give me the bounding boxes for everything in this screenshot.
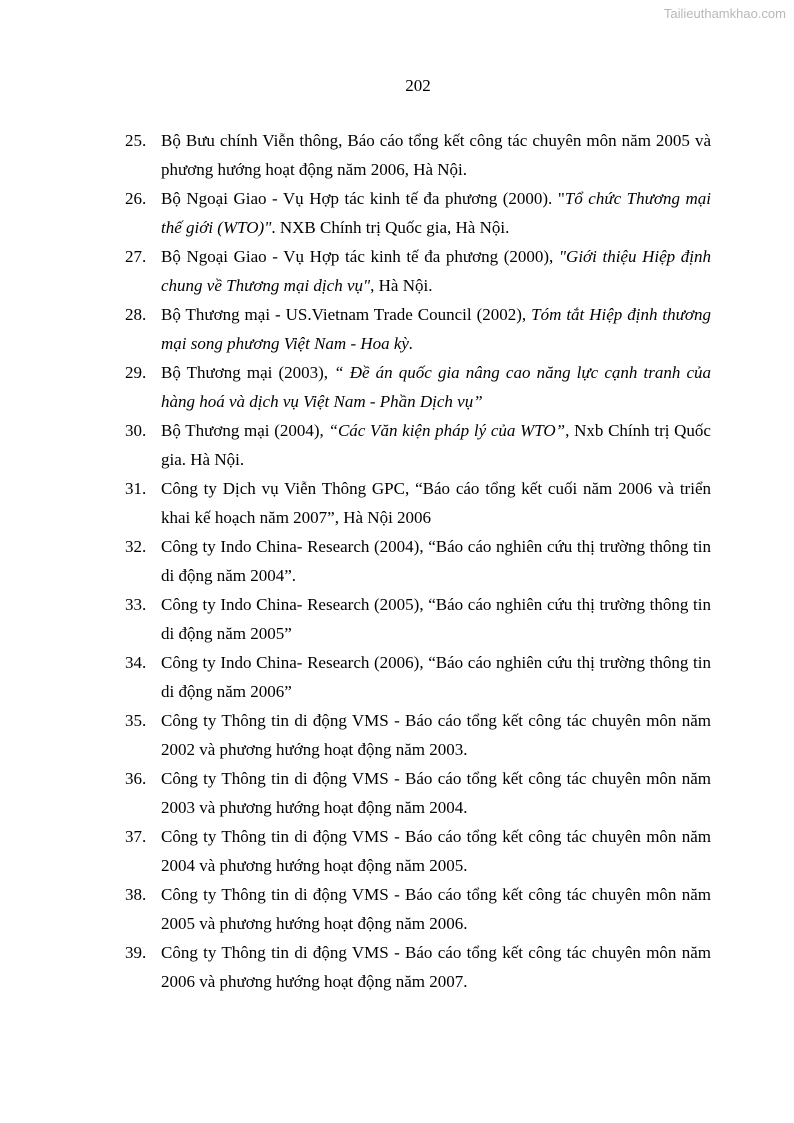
reference-list bbox=[125, 126, 711, 996]
reference-item bbox=[125, 880, 711, 938]
reference-item bbox=[125, 474, 711, 532]
reference-text-part: Bộ Thương mại (2004), bbox=[161, 421, 329, 440]
reference-title-italic: Tóm tắt Hiệp định thương mại song phương Việt Nam - Hoa kỳ. bbox=[161, 305, 711, 353]
reference-text bbox=[161, 880, 711, 938]
reference-text bbox=[161, 532, 711, 590]
reference-text-part: Công ty Thông tin di động VMS - Báo cáo tổng kết công tác chuyên môn năm 2004 và phương hướng hoạt động năm 2005. bbox=[161, 827, 711, 875]
reference-number: 38. bbox=[125, 885, 147, 904]
reference-item bbox=[125, 358, 711, 416]
reference-text-part: Công ty Thông tin di động VMS - Báo cáo tổng kết công tác chuyên môn năm 2003 và phương hướng hoạt động năm 2004. bbox=[161, 769, 711, 817]
reference-number: 36. bbox=[125, 769, 147, 788]
reference-text-part: . NXB Chính trị Quốc gia, Hà Nội. bbox=[271, 218, 510, 237]
reference-item bbox=[125, 532, 711, 590]
reference-item bbox=[125, 126, 711, 184]
reference-text bbox=[161, 126, 711, 184]
reference-number: 33. bbox=[125, 595, 147, 614]
page-number: 202 bbox=[405, 76, 431, 95]
reference-title-italic: “Các Văn kiện pháp lý của WTO” bbox=[328, 421, 566, 440]
reference-item bbox=[125, 822, 711, 880]
reference-item bbox=[125, 416, 711, 474]
reference-title-italic: Tổ chức Thương mại thế giới (WTO)" bbox=[161, 189, 711, 237]
reference-text-part: Công ty Thông tin di động VMS - Báo cáo tổng kết công tác chuyên môn năm 2005 và phương hướng hoạt động năm 2006. bbox=[161, 885, 711, 933]
reference-number: 37. bbox=[125, 827, 147, 846]
reference-text-part: Công ty Indo China- Research (2005), “Báo cáo nghiên cứu thị trường thông tin di động năm 2005” bbox=[161, 595, 711, 643]
reference-text bbox=[161, 938, 711, 996]
reference-number: 34. bbox=[125, 653, 147, 672]
reference-text bbox=[161, 242, 711, 300]
reference-number: 39. bbox=[125, 943, 147, 962]
reference-title-italic: “ Đề án quốc gia nâng cao năng lực cạnh tranh của hàng hoá và dịch vụ Việt Nam - Phần Dịch vụ” bbox=[161, 363, 712, 411]
reference-item bbox=[125, 590, 711, 648]
reference-text bbox=[161, 300, 711, 358]
reference-text bbox=[161, 358, 711, 416]
reference-text-part: Bộ Thương mại - US.Vietnam Trade Council (2002), bbox=[161, 305, 532, 324]
reference-item bbox=[125, 938, 711, 996]
reference-text bbox=[161, 474, 711, 532]
reference-text-part: Bộ Ngoại Giao - Vụ Hợp tác kinh tế đa phương (2000), bbox=[161, 247, 559, 266]
reference-text-part: , Nxb Chính trị Quốc gia. Hà Nội. bbox=[161, 421, 711, 469]
reference-text-part: Bộ Thương mại (2003), bbox=[161, 363, 335, 382]
reference-item bbox=[125, 184, 711, 242]
reference-text-part: Bộ Bưu chính Viễn thông, Báo cáo tổng kết công tác chuyên môn năm 2005 và phương hướng hoạt động năm 2006, Hà Nội. bbox=[161, 131, 711, 179]
reference-text bbox=[161, 184, 711, 242]
reference-text-part: Công ty Thông tin di động VMS - Báo cáo tổng kết công tác chuyên môn năm 2006 và phương hướng hoạt động năm 2007. bbox=[161, 943, 711, 991]
reference-number: 31. bbox=[125, 479, 147, 498]
reference-text bbox=[161, 764, 711, 822]
reference-item bbox=[125, 242, 711, 300]
reference-title-italic: "Giới thiệu Hiệp định chung về Thương mại dịch vụ" bbox=[161, 247, 711, 295]
reference-text-part: Công ty Thông tin di động VMS - Báo cáo tổng kết công tác chuyên môn năm 2002 và phương hướng hoạt động năm 2003. bbox=[161, 711, 711, 759]
reference-number: 30. bbox=[125, 421, 147, 440]
reference-text bbox=[161, 590, 711, 648]
reference-item bbox=[125, 300, 711, 358]
reference-number: 35. bbox=[125, 711, 147, 730]
reference-number: 32. bbox=[125, 537, 147, 556]
reference-text bbox=[161, 648, 711, 706]
reference-text-part: Công ty Dịch vụ Viễn Thông GPC, “Báo cáo tổng kết cuối năm 2006 và triển khai kế hoạch năm 2007”, Hà Nội 2006 bbox=[161, 479, 711, 527]
reference-text-part: Công ty Indo China- Research (2004), “Báo cáo nghiên cứu thị trường thông tin di động năm 2004”. bbox=[161, 537, 711, 585]
reference-number: 29. bbox=[125, 363, 147, 382]
reference-text-part: , Hà Nội. bbox=[370, 276, 433, 295]
reference-number: 27. bbox=[125, 247, 147, 266]
reference-number: 25. bbox=[125, 131, 147, 150]
reference-text-part: Bộ Ngoại Giao - Vụ Hợp tác kinh tế đa phương (2000). " bbox=[161, 189, 565, 208]
reference-text bbox=[161, 416, 711, 474]
reference-text bbox=[161, 706, 711, 764]
reference-number: 28. bbox=[125, 305, 147, 324]
reference-text bbox=[161, 822, 711, 880]
reference-item bbox=[125, 648, 711, 706]
reference-item bbox=[125, 764, 711, 822]
watermark: Tailieuthamkhao.com bbox=[663, 6, 786, 21]
reference-number: 26. bbox=[125, 189, 147, 208]
reference-item bbox=[125, 706, 711, 764]
reference-text-part: Công ty Indo China- Research (2006), “Báo cáo nghiên cứu thị trường thông tin di động năm 2006” bbox=[161, 653, 711, 701]
